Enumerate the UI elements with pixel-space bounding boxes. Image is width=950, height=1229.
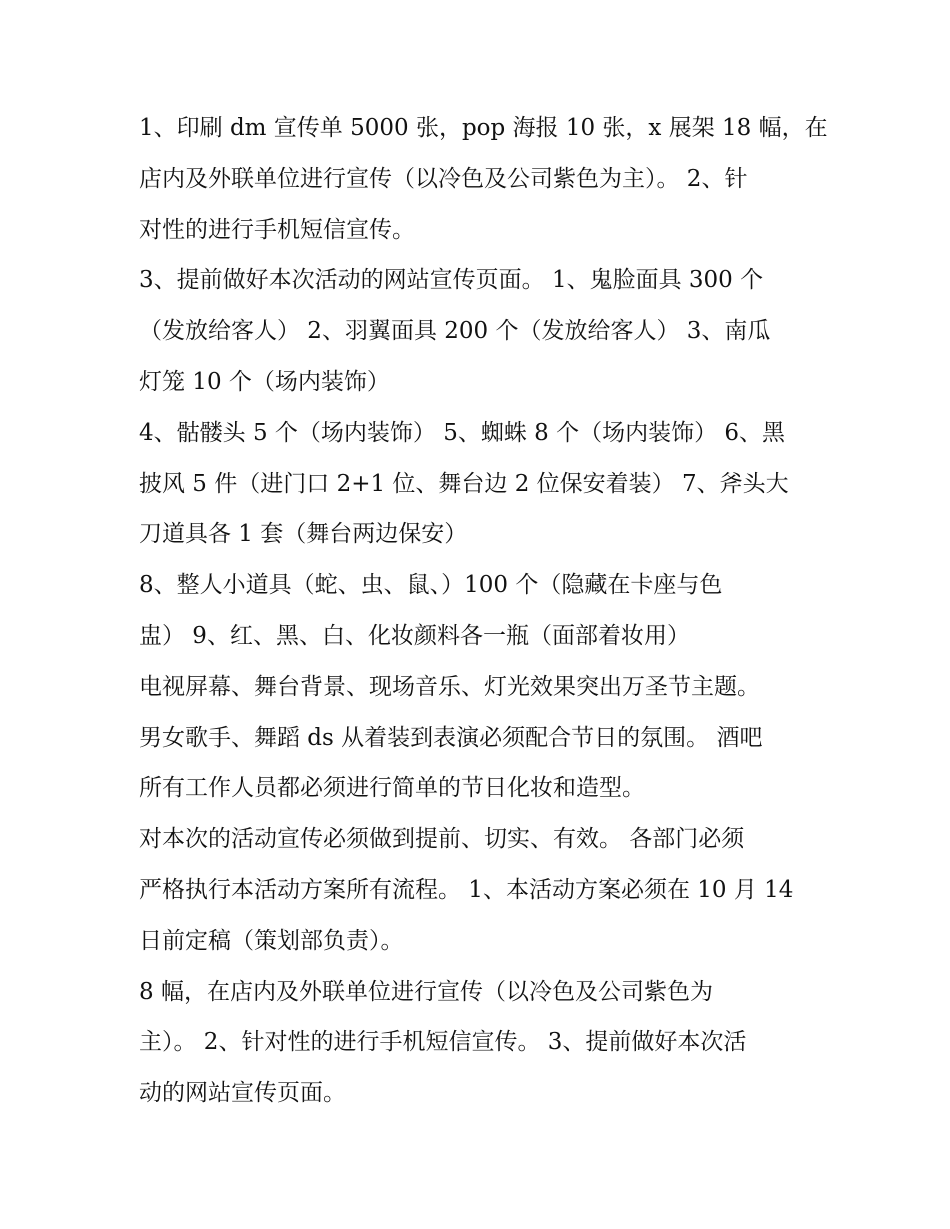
text-line-4: 3、提前做好本次活动的网站宣传页面。 1、鬼脸面具 300 个 xyxy=(139,267,764,294)
text-line-3: 对性的进行手机短信宣传。 xyxy=(139,216,415,243)
text-line-1: 1、印刷 dm 宣传单 5000 张，pop 海报 10 张，x 展架 18 幅，在 xyxy=(139,115,828,141)
text-line-8: 披风 5 件（进门口 2+1 位、舞台边 2 位保安着装） 7、斧头大 xyxy=(139,470,789,497)
text-line-5: （发放给客人） 2、羽翼面具 200 个（发放给客人） 3、南瓜 xyxy=(139,318,771,345)
text-line-13: 男女歌手、舞蹈 ds 从着装到表演必须配合节日的氛围。 酒吧 xyxy=(139,724,763,751)
text-line-12: 电视屏幕、舞台背景、现场音乐、灯光效果突出万圣节主题。 xyxy=(139,673,760,700)
text-line-11: 盅） 9、红、黑、白、化妆颜料各一瓶（面部着妆用） xyxy=(139,622,690,649)
text-line-17: 日前定稿（策划部负责）。 xyxy=(139,927,404,954)
text-line-19: 主）。 2、针对性的进行手机短信宣传。 3、提前做好本次活 xyxy=(139,1029,747,1056)
document-body xyxy=(139,103,839,1119)
text-line-16: 严格执行本活动方案所有流程。 1、本活动方案必须在 10 月 14 xyxy=(139,876,794,903)
text-line-9: 刀道具各 1 套（舞台两边保安） xyxy=(139,521,468,548)
text-line-2: 店内及外联单位进行宣传（以冷色及公司紫色为主）。 2、针 xyxy=(139,165,748,192)
text-line-14: 所有工作人员都必须进行简单的节日化妆和造型。 xyxy=(139,775,645,802)
text-line-7: 4、骷髅头 5 个（场内装饰） 5、蜘蛛 8 个（场内装饰） 6、黑 xyxy=(139,419,786,446)
text-line-20: 动的网站宣传页面。 xyxy=(139,1080,346,1107)
text-line-6: 灯笼 10 个（场内装饰） xyxy=(139,368,390,395)
text-line-15: 对本次的活动宣传必须做到提前、切实、有效。 各部门必须 xyxy=(139,826,745,853)
text-line-18: 8 幅，在店内及外联单位进行宣传（以冷色及公司紫色为 xyxy=(139,978,713,1005)
text-line-10: 8、整人小道具（蛇、虫、鼠、）100 个（隐藏在卡座与色 xyxy=(139,572,723,599)
